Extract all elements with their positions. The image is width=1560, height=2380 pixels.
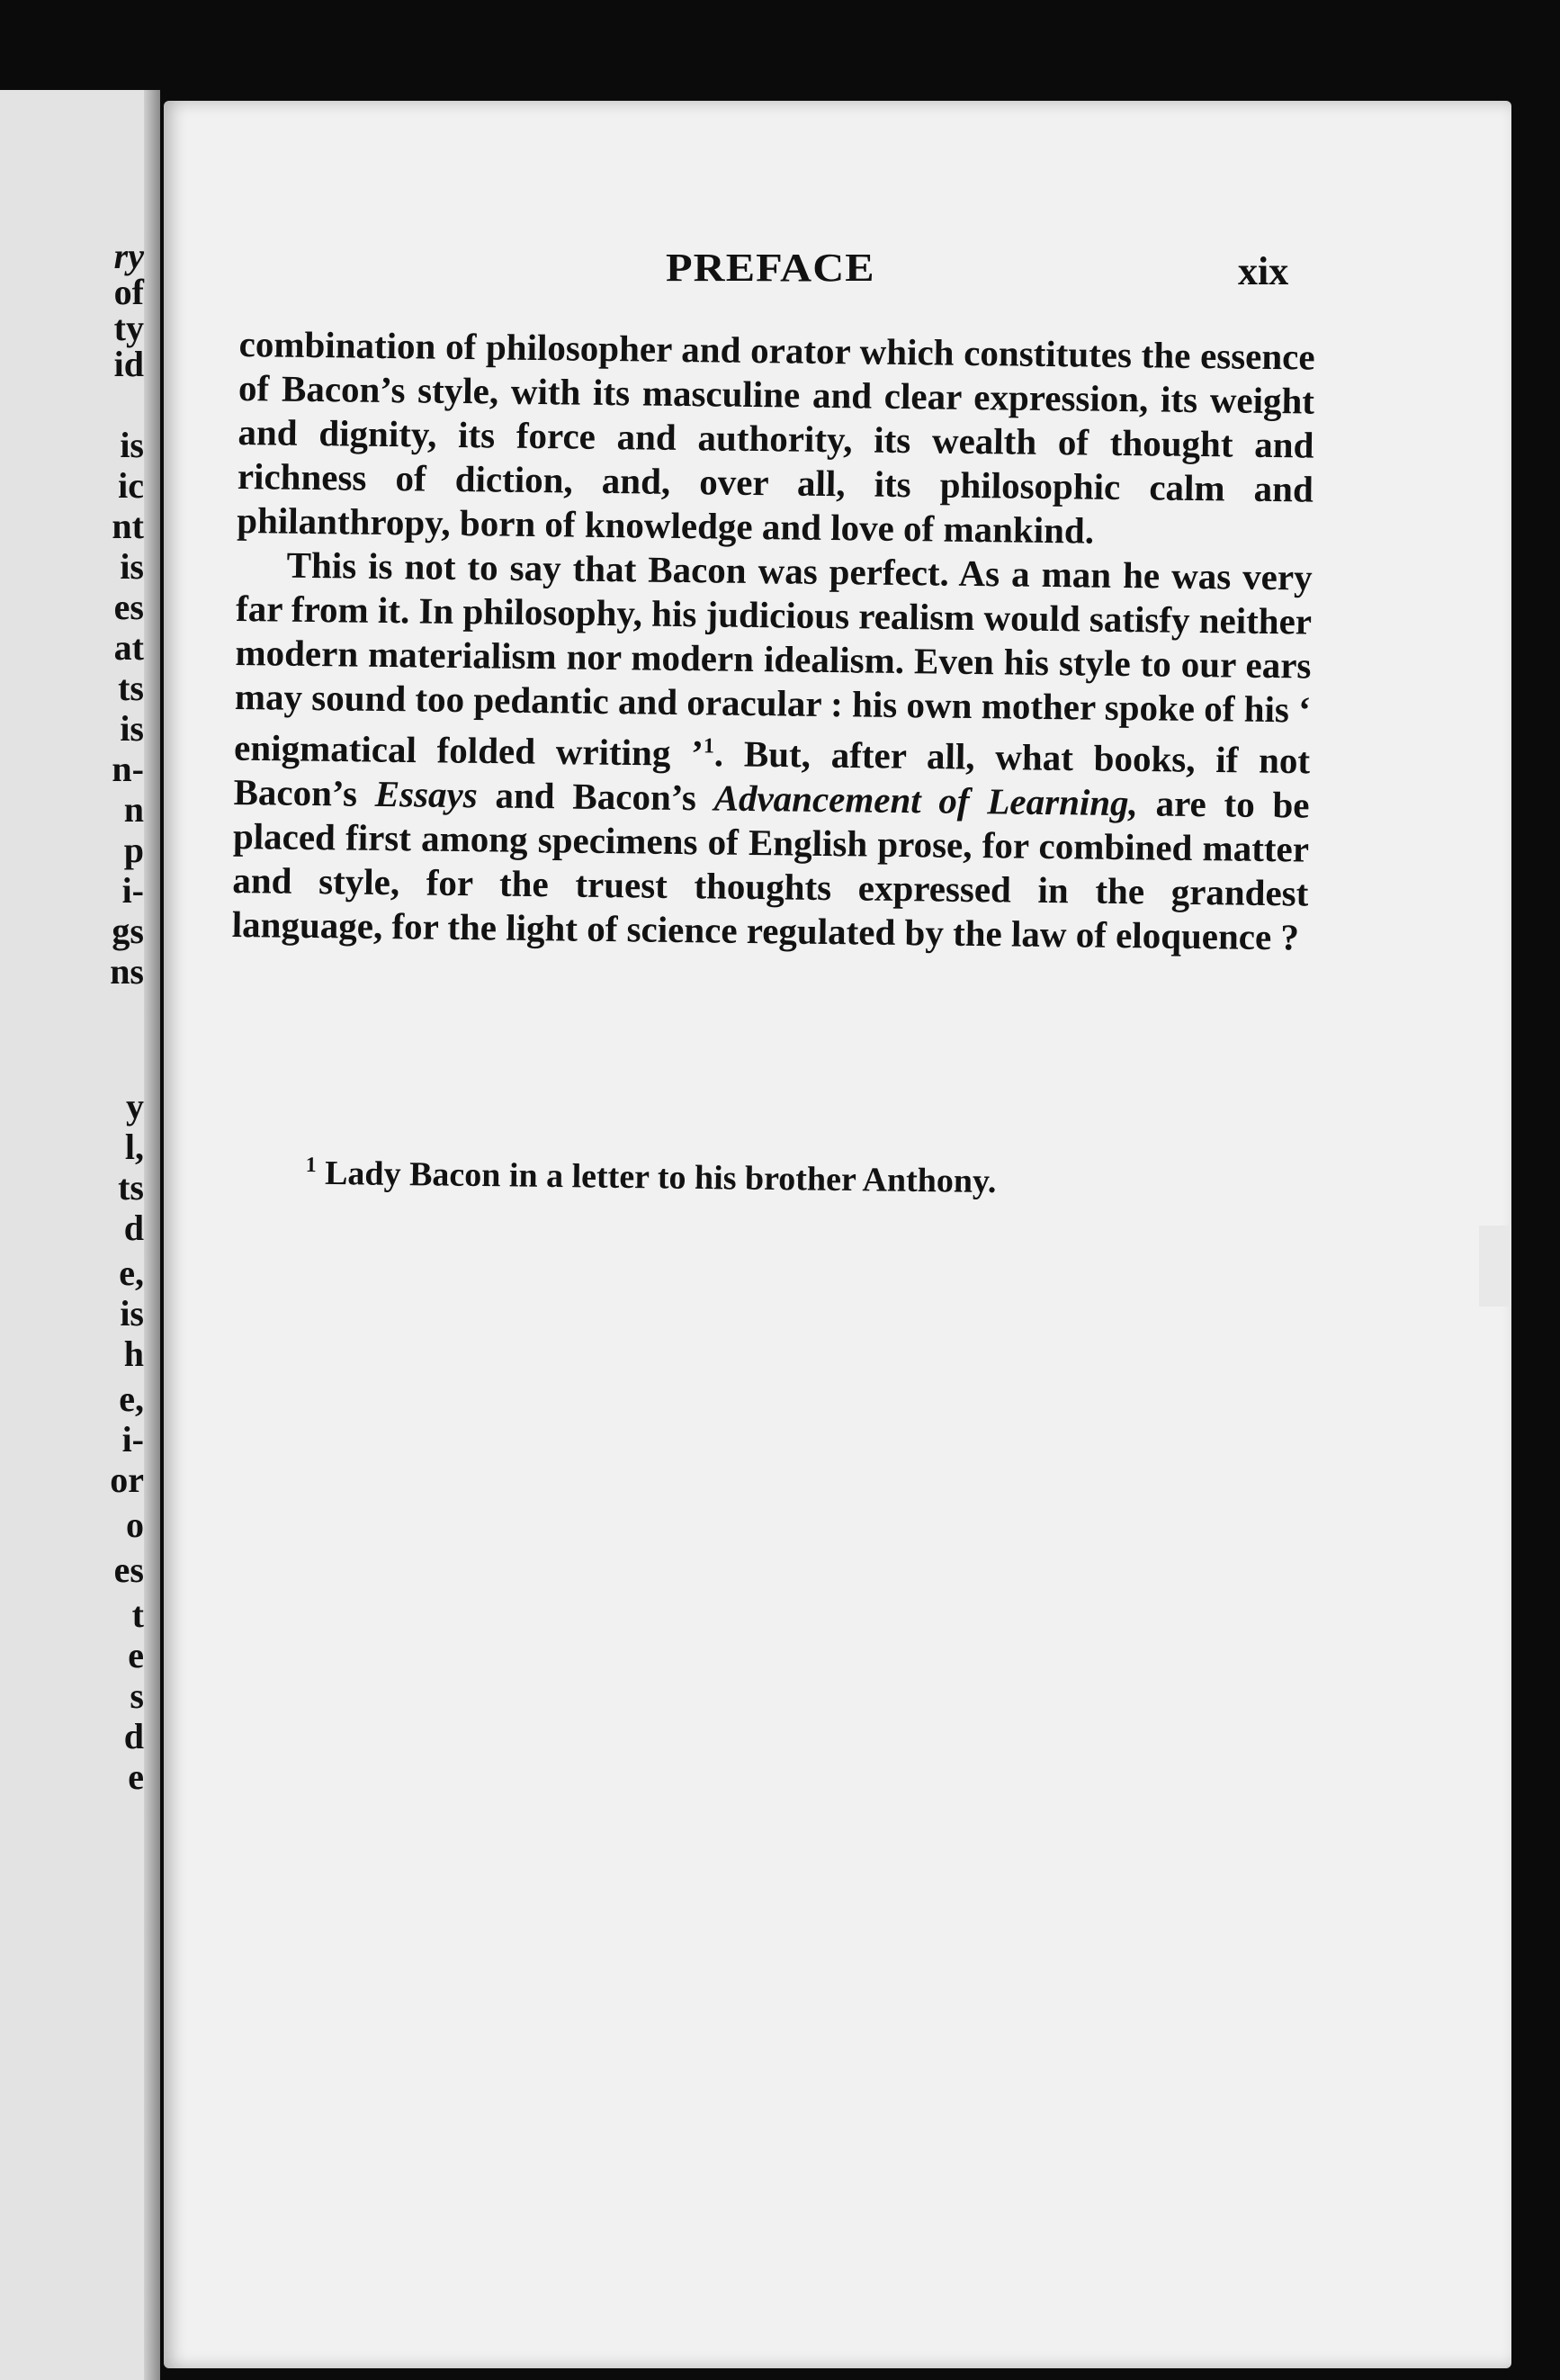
page-edge-notch <box>1479 1226 1511 1307</box>
facing-page-fragment: is <box>120 1293 144 1334</box>
facing-page-fragment: is <box>120 546 144 587</box>
body-text <box>232 322 1315 959</box>
facing-page-fragment: id <box>113 344 144 384</box>
facing-page-fragment: ts <box>118 668 144 708</box>
running-head: PREFACE <box>666 246 875 290</box>
footnote-text: Lady Bacon in a letter to his brother Anthony. <box>324 1154 997 1201</box>
facing-page-fragment: nt <box>112 506 144 546</box>
facing-page-fragment: d <box>123 1208 144 1248</box>
paragraph-2-part-c: and Bacon’s <box>477 773 714 819</box>
facing-page-fragment: is <box>120 425 144 465</box>
footnote-marker: 1 <box>305 1153 317 1178</box>
facing-page-fragment: ty <box>113 308 144 348</box>
facing-page-fragment: s <box>130 1675 144 1716</box>
facing-page-fragment: ns <box>110 951 144 992</box>
facing-page-fragment: or <box>110 1459 144 1500</box>
footnote-reference: 1 <box>703 734 715 759</box>
facing-page-fragment: ry <box>113 236 144 276</box>
facing-page-fragment: e, <box>119 1379 144 1419</box>
facing-page-fragment: ts <box>118 1167 144 1208</box>
facing-page-fragment: is <box>120 708 144 749</box>
paragraph-2-part-d: are to be placed first among specimens of English prose, for combined matter and style, for the truest thoughts expressed in the grandest language, for the light of science regulated by the law of eloquence ? <box>231 781 1310 958</box>
facing-page-fragment: y <box>126 1086 144 1127</box>
facing-page-fragment: t <box>131 1594 144 1635</box>
page-number: xix <box>1238 249 1289 293</box>
facing-page-fragment: at <box>113 627 144 668</box>
facing-page-fragment: e <box>128 1635 144 1675</box>
facing-page-fragment: p <box>123 830 144 870</box>
title-advancement-of-learning: Advancement of Learning, <box>713 777 1139 823</box>
facing-page-fragment: ic <box>118 465 144 506</box>
facing-page-fragment: es <box>113 1549 144 1590</box>
facing-page-fragment: n <box>123 789 144 830</box>
paragraph-2-part-b: . But, after all, what books, if not Bacon’s <box>233 732 1311 814</box>
facing-page-edge <box>0 90 160 2380</box>
page-gutter <box>144 90 160 2380</box>
paragraph-2 <box>232 543 1313 959</box>
facing-page-fragment: l, <box>124 1127 144 1167</box>
facing-page-fragment: o <box>126 1504 144 1545</box>
facing-page-fragment: h <box>123 1334 144 1374</box>
title-essays: Essays <box>374 772 479 815</box>
facing-page-fragment: of <box>113 272 144 312</box>
facing-page-fragment: e <box>128 1756 144 1797</box>
facing-page-fragment: i- <box>121 1419 144 1459</box>
facing-page-fragment: es <box>113 587 144 627</box>
paragraph-1: combination of philosopher and orator which constitutes the essence of Bacon’s style, with its masculine and clear expression, its weight and dignity, its force and authority, its wealth of thought and richness of diction, and, over all, its philosophic calm and philanthropy, born of knowledge and love of mankind. <box>237 322 1315 552</box>
facing-page-fragment: gs <box>112 911 144 951</box>
paragraph-2-part-a: This is not to say that Bacon was perfect. As a man he was very far from it. In philosophy, his judicious realism would satisfy neither modern materialism nor modern idealism. Even his style to our ears may sound too pedantic and oracular : his own mother spoke of his ‘ enigmatical folded writing ’ <box>233 543 1313 774</box>
facing-page-fragment: n- <box>112 749 144 789</box>
facing-page-fragment: i- <box>121 870 144 911</box>
facing-page-fragment: e, <box>119 1253 144 1293</box>
facing-page-fragment: d <box>123 1716 144 1756</box>
